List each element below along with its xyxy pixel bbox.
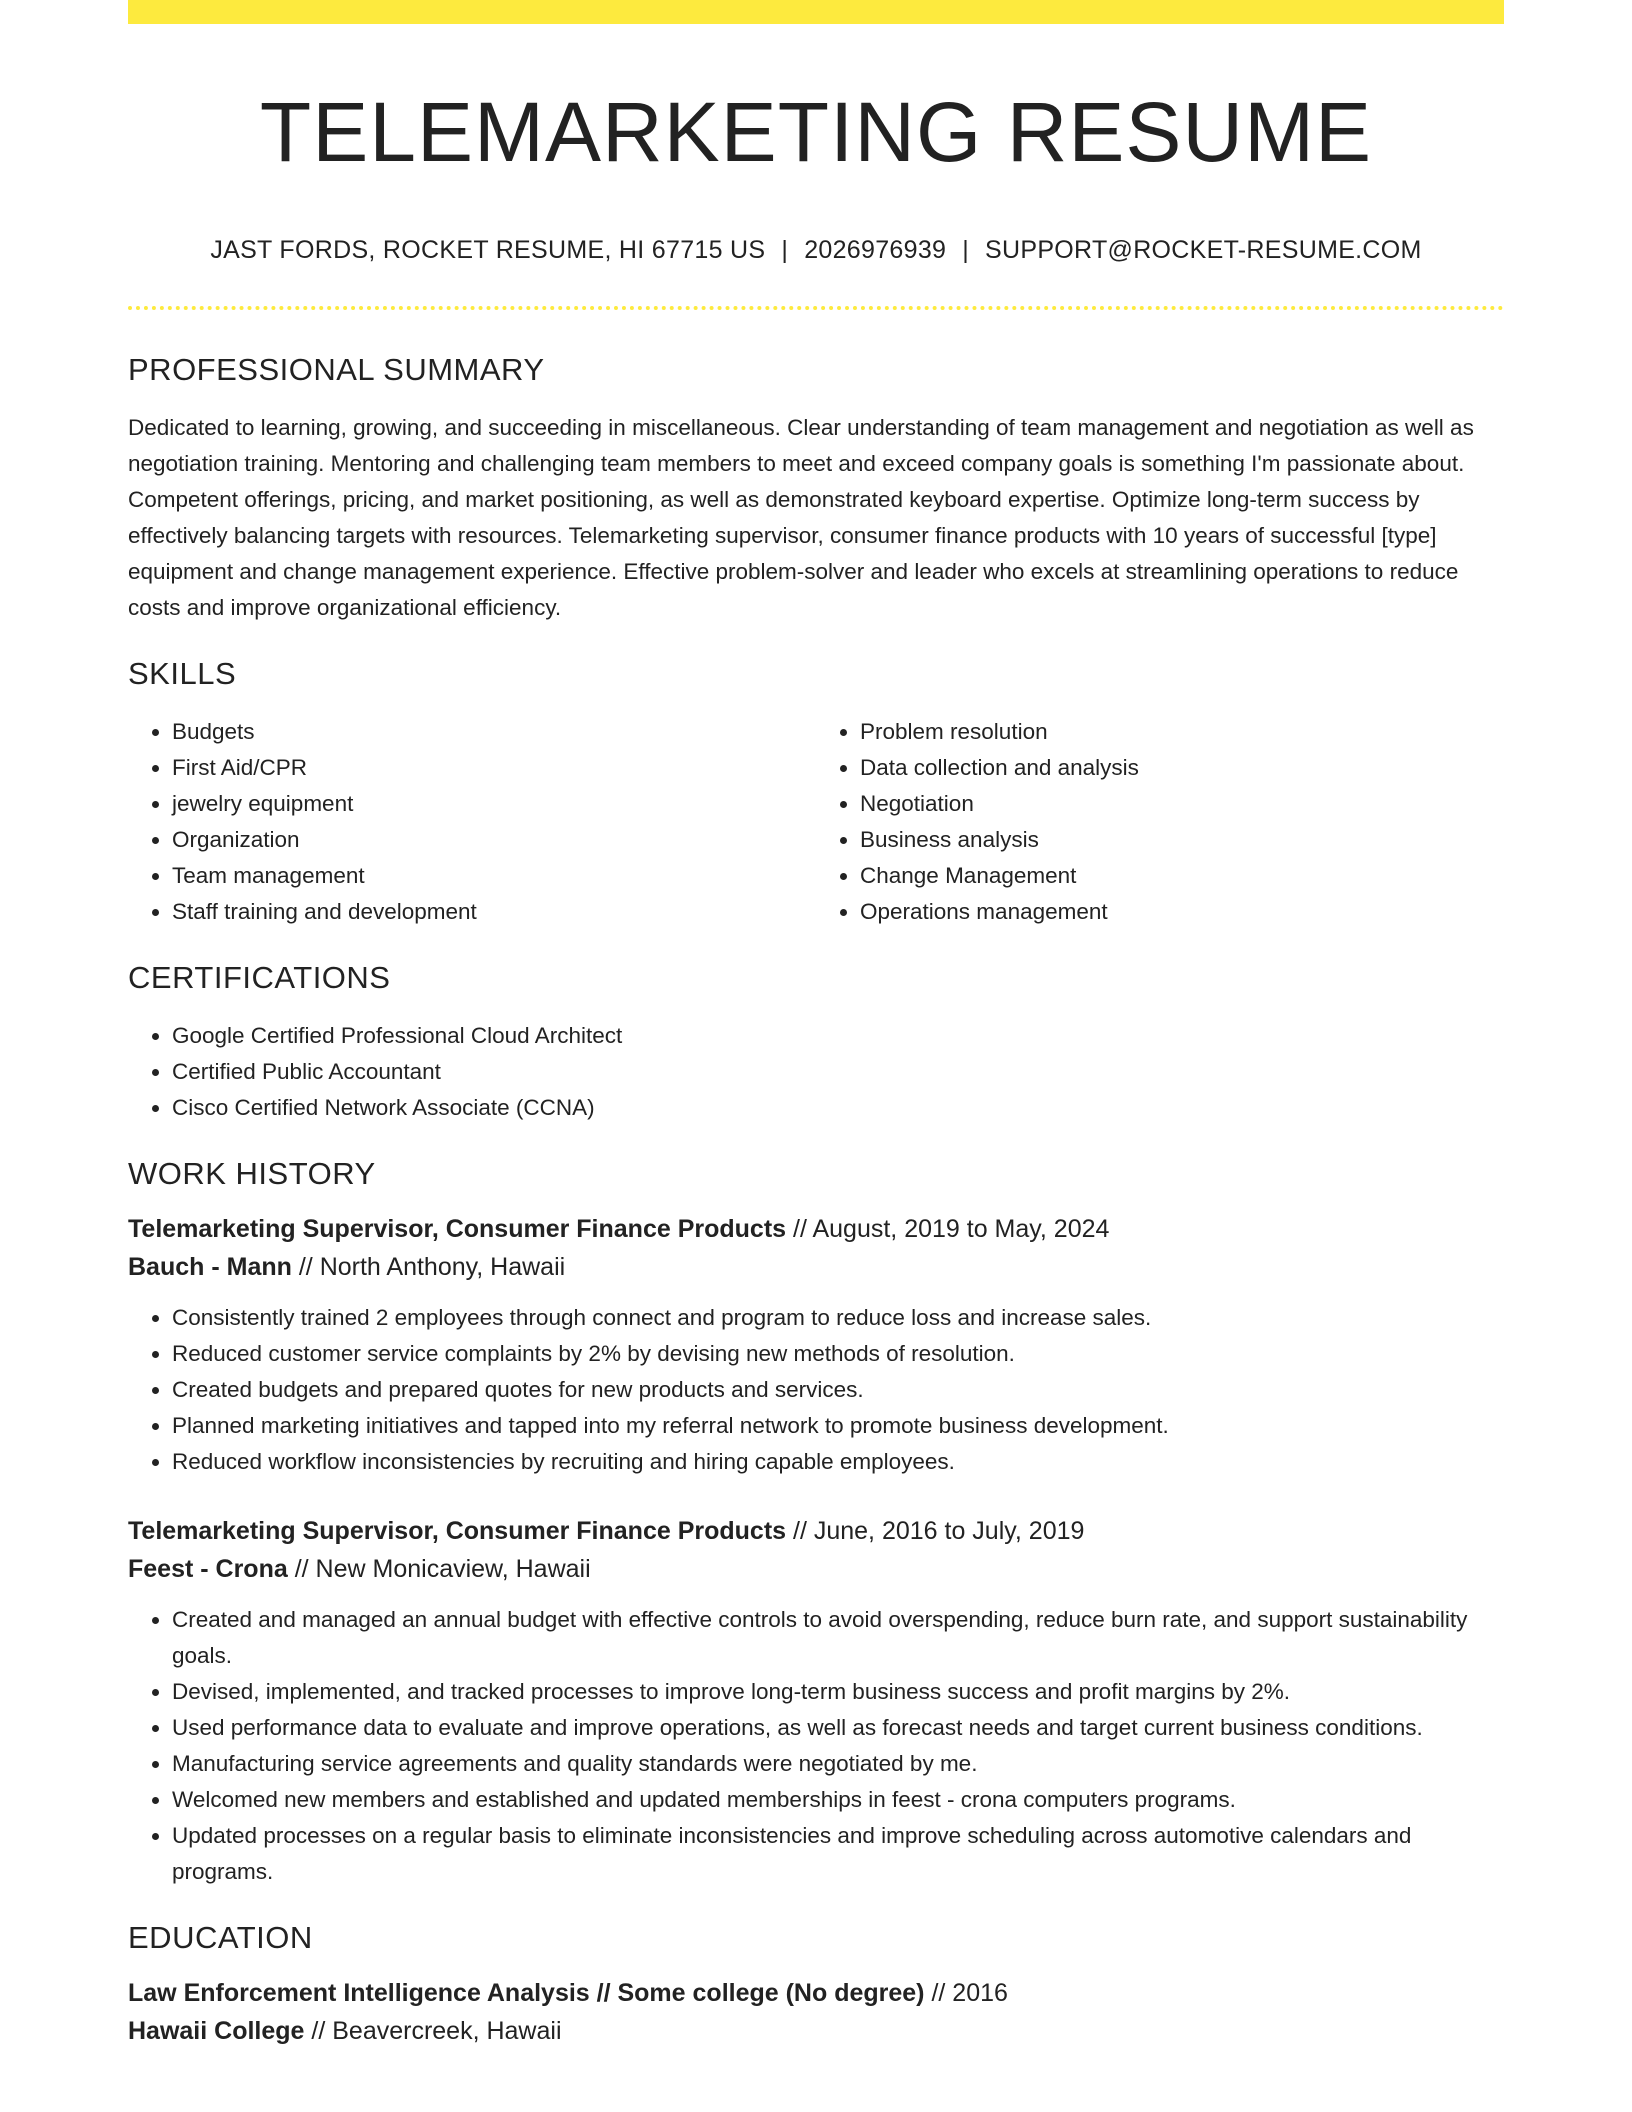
education-degree-line — [128, 1974, 1504, 2012]
contact-separator: | — [962, 236, 970, 264]
skills-column-right — [816, 714, 1504, 930]
summary-heading: PROFESSIONAL SUMMARY — [128, 352, 545, 387]
job-company-line — [128, 1248, 1504, 1286]
resume-content — [128, 0, 1504, 2050]
education-school-line — [128, 2012, 1504, 2050]
job-bullet: • Used performance data to evaluate and improve operations, as well as forecast needs and target current business conditions. — [172, 1710, 1504, 1746]
skill-item: • Budgets — [172, 714, 816, 750]
skill-item: • Team management — [172, 858, 816, 894]
skill-item: • Data collection and analysis — [860, 750, 1504, 786]
job-bullet: • Reduced workflow inconsistencies by recruiting and hiring capable employees. — [172, 1444, 1504, 1480]
job-bullet: • Created and managed an annual budget with effective controls to avoid overspending, reduce burn rate, and support sustainability goals. — [172, 1602, 1504, 1674]
job-bullet: • Welcomed new members and established and updated memberships in feest - crona computers programs. — [172, 1782, 1504, 1818]
job-bullet: • Planned marketing initiatives and tapped into my referral network to promote business development. — [172, 1408, 1504, 1444]
job-bullet: • Reduced customer service complaints by 2% by devising new methods of resolution. — [172, 1336, 1504, 1372]
job-title-line — [128, 1210, 1504, 1248]
skills-list — [128, 714, 1504, 930]
education-entry — [128, 1974, 1504, 2050]
job-bullet: • Consistently trained 2 employees through connect and program to reduce loss and increase sales. — [172, 1300, 1504, 1336]
skill-item: • Change Management — [860, 858, 1504, 894]
job-entry — [128, 1512, 1504, 1890]
job-bullet: • Created budgets and prepared quotes for new products and services. — [172, 1372, 1504, 1408]
education-degree: Law Enforcement Intelligence Analysis // Some college (No degree) — [128, 1979, 925, 2007]
job-entry — [128, 1210, 1504, 1480]
job-title-line — [128, 1512, 1504, 1550]
certifications-list — [128, 1018, 1504, 1126]
job-location: // New Monicaview, Hawaii — [287, 1555, 591, 1583]
job-title: Telemarketing Supervisor, Consumer Finance Products — [128, 1215, 787, 1243]
job-dates: // August, 2019 to May, 2024 — [786, 1215, 1110, 1243]
certification-item: • Certified Public Accountant — [172, 1054, 1504, 1090]
work-history-heading: WORK HISTORY — [128, 1156, 376, 1191]
job-company-line — [128, 1550, 1504, 1588]
job-bullet: • Updated processes on a regular basis to eliminate inconsistencies and improve scheduling across automotive calendars and programs. — [172, 1818, 1504, 1890]
job-bullets — [128, 1602, 1504, 1890]
contact-line — [128, 234, 1504, 266]
job-company: Feest - Crona — [128, 1555, 288, 1583]
contact-address: JAST FORDS, ROCKET RESUME, HI 67715 US — [210, 236, 766, 264]
dotted-divider — [128, 306, 1504, 310]
skill-item: • Business analysis — [860, 822, 1504, 858]
education-heading: EDUCATION — [128, 1920, 313, 1955]
job-bullet: • Manufacturing service agreements and quality standards were negotiated by me. — [172, 1746, 1504, 1782]
job-bullets — [128, 1300, 1504, 1480]
skills-heading: SKILLS — [128, 656, 237, 691]
skill-item: • Negotiation — [860, 786, 1504, 822]
contact-separator: | — [781, 236, 789, 264]
skill-item: • First Aid/CPR — [172, 750, 816, 786]
contact-email: SUPPORT@ROCKET-RESUME.COM — [985, 236, 1422, 264]
skills-column-left — [128, 714, 816, 930]
certification-item: • Google Certified Professional Cloud Architect — [172, 1018, 1504, 1054]
skill-item: • Operations management — [860, 894, 1504, 930]
skill-item: • Organization — [172, 822, 816, 858]
education-location: // Beavercreek, Hawaii — [304, 2017, 562, 2045]
job-dates: // June, 2016 to July, 2019 — [786, 1517, 1085, 1545]
certifications-heading: CERTIFICATIONS — [128, 960, 391, 995]
contact-phone: 2026976939 — [804, 236, 947, 264]
resume-title: TELEMARKETING RESUME — [259, 85, 1373, 179]
job-title: Telemarketing Supervisor, Consumer Finance Products — [128, 1517, 787, 1545]
skill-item: • jewelry equipment — [172, 786, 816, 822]
skill-item: • Problem resolution — [860, 714, 1504, 750]
job-company: Bauch - Mann — [128, 1253, 292, 1281]
education-school: Hawaii College — [128, 2017, 305, 2045]
summary-text: Dedicated to learning, growing, and succeeding in miscellaneous. Clear understanding of team management and negotiation as well as negotiation training. Mentoring and challenging team members to meet and exceed company goals is something I'm passionate about. Competent offerings, pricing, and market positioning, as well as demonstrated keyboard expertise. Optimize long-term success by effectively balancing targets with resources. Telemarketing supervisor, consumer finance products with 10 years of successful [type] equipment and change management experience. Effective problem-solver and leader who excels at streamlining operations to reduce costs and improve organizational efficiency. — [128, 415, 1474, 620]
job-location: // North Anthony, Hawaii — [291, 1253, 566, 1281]
job-bullet: • Devised, implemented, and tracked processes to improve long-term business success and profit margins by 2%. — [172, 1674, 1504, 1710]
skill-item: • Staff training and development — [172, 894, 816, 930]
certification-item: • Cisco Certified Network Associate (CCNA) — [172, 1090, 1504, 1126]
education-year: // 2016 — [924, 1979, 1008, 2007]
